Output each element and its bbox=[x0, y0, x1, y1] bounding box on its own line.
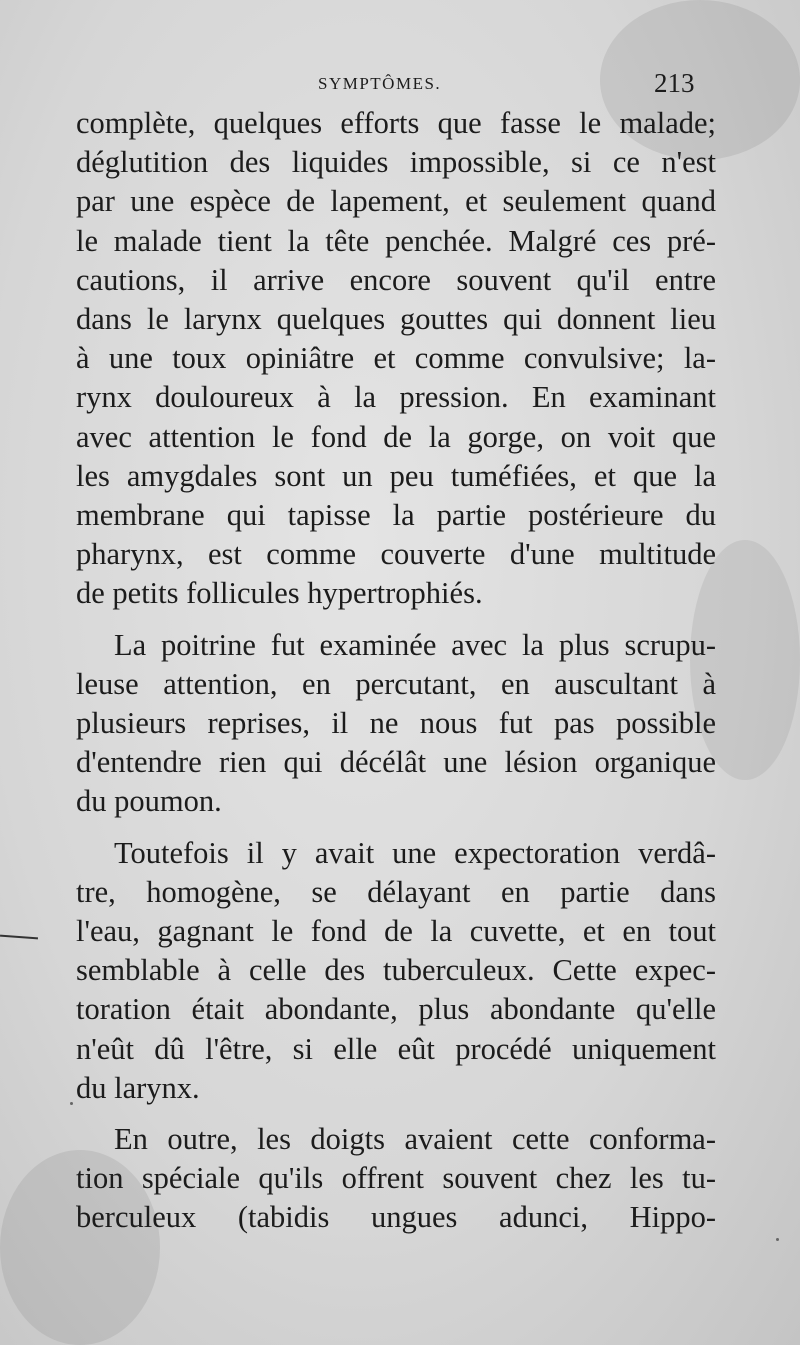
text-line: complète, quelques efforts que fasse le malade; bbox=[76, 106, 716, 140]
text-line: tion spéciale qu'ils offrent souvent chez les tu- bbox=[76, 1161, 716, 1196]
text-line: du larynx. bbox=[76, 1070, 200, 1105]
paragraph-3 bbox=[76, 834, 716, 1108]
text-line: La poitrine fut examinée avec la plus scrupu- bbox=[114, 627, 716, 662]
text-line: En outre, les doigts avaient cette conforma- bbox=[114, 1122, 716, 1157]
text-line: déglutition des liquides impossible, si ce n'est bbox=[76, 145, 716, 180]
paragraph-4 bbox=[76, 1120, 716, 1238]
margin-mark bbox=[0, 935, 38, 940]
text-line: du poumon. bbox=[76, 784, 222, 819]
text-line: de petits follicules hypertrophiés. bbox=[76, 576, 483, 611]
page-number: 213 bbox=[654, 68, 695, 98]
body-text bbox=[76, 104, 716, 1238]
text-line: pharynx, est comme couverte d'une multitude bbox=[76, 537, 716, 572]
text-line: semblable à celle des tuberculeux. Cette expec- bbox=[76, 953, 716, 988]
text-line: les amygdales sont un peu tuméfiées, et que la bbox=[76, 458, 716, 493]
text-line: berculeux (tabidis ungues adunci, Hippo- bbox=[76, 1200, 716, 1235]
text-line: avec attention le fond de la gorge, on voit que bbox=[76, 419, 716, 454]
text-line: cautions, il arrive encore souvent qu'il entre bbox=[76, 262, 716, 297]
paragraph-2 bbox=[76, 626, 716, 822]
text-line: leuse attention, en percutant, en auscultant à bbox=[76, 666, 716, 701]
text-line: d'entendre rien qui décélât une lésion organique bbox=[76, 745, 716, 780]
running-title: SYMPTÔMES. bbox=[318, 74, 442, 93]
text-line: membrane qui tapisse la partie postérieure du bbox=[76, 498, 716, 533]
page-header bbox=[0, 68, 800, 104]
text-line: dans le larynx quelques gouttes qui donnent lieu bbox=[76, 302, 716, 337]
paragraph-1 bbox=[76, 104, 716, 614]
text-line: Toutefois il y avait une expectoration verdâ- bbox=[114, 835, 716, 870]
text-line: rynx douloureux à la pression. En examinant bbox=[76, 380, 716, 415]
dust-speck bbox=[776, 1238, 779, 1241]
text-line: par une espèce de lapement, et seulement quand bbox=[76, 184, 716, 219]
dust-speck bbox=[70, 1102, 73, 1105]
text-line: le malade tient la tête penchée. Malgré ces pré- bbox=[76, 223, 716, 258]
text-line: toration était abondante, plus abondante qu'elle bbox=[76, 992, 716, 1027]
text-line: plusieurs reprises, il ne nous fut pas possible bbox=[76, 706, 716, 741]
text-line: n'eût dû l'être, si elle eût procédé uniquement bbox=[76, 1031, 716, 1066]
text-line: tre, homogène, se délayant en partie dans bbox=[76, 874, 716, 909]
text-line: à une toux opiniâtre et comme convulsive; la- bbox=[76, 341, 716, 376]
text-line: l'eau, gagnant le fond de la cuvette, et en tout bbox=[76, 914, 716, 949]
